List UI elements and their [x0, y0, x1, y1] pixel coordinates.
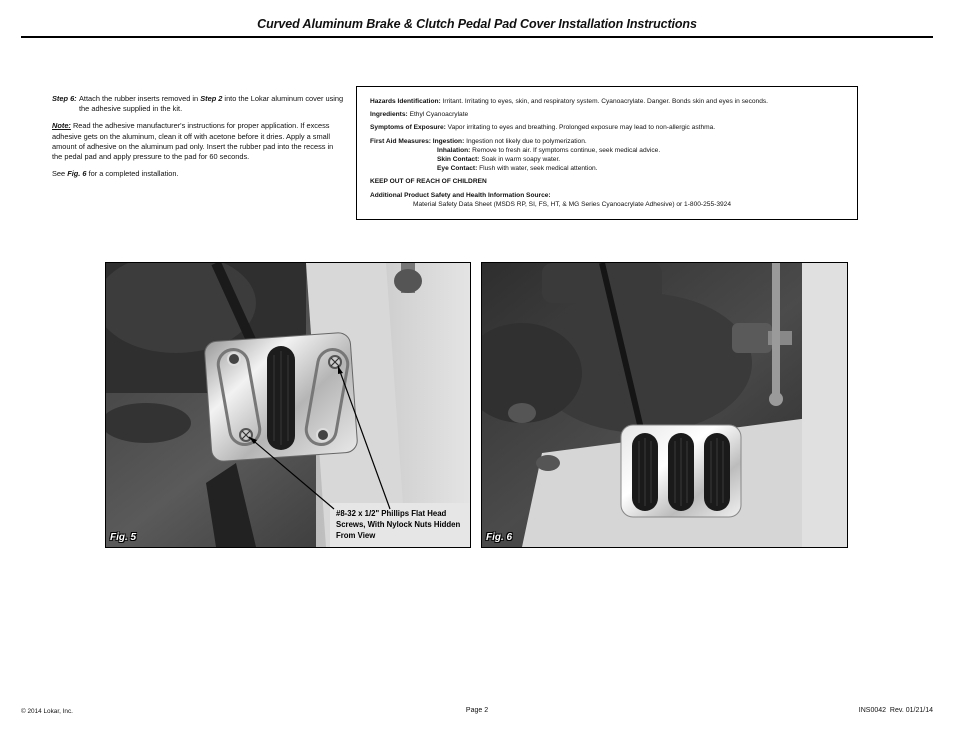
footer-copyright: © 2014 Lokar, Inc. — [21, 708, 73, 715]
inhalation-line: Inhalation: Remove to fresh air. If symptoms continue, seek medical advice. — [437, 146, 661, 154]
additional-info-text: Material Safety Data Sheet (MSDS RP, SI, FS, HT, & MG Series Cyanoacrylate Adhesive) or 1-800-255-3924 — [413, 200, 731, 208]
symptoms-line: Symptoms of Exposure: Vapor irritating to eyes and breathing. Prolonged exposure may lead to non-allergic asthma. — [370, 124, 716, 132]
eye-contact-line: Eye Contact: Flush with water, seek medical attention. — [437, 165, 598, 173]
ingredients-line: Ingredients: Ethyl Cyanoacrylate — [370, 111, 469, 119]
hazards-line: Hazards Identification: Irritant. Irritating to eyes, skin, and respiratory system. Cyanoacrylate. Danger. Bonds skin and eyes in seconds. — [370, 98, 768, 105]
figure-6-illustration — [482, 263, 847, 547]
screw-callout: #8-32 x 1/2" Phillips Flat Head Screws, With Nylock Nuts Hidden From View — [336, 509, 461, 540]
figure-5-illustration — [106, 263, 470, 547]
footer-page-number: Page 2 — [465, 707, 489, 714]
step-6-label: Step 6: — [52, 94, 77, 103]
hazard-info-box — [356, 86, 858, 220]
first-aid-line: First Aid Measures: Ingestion: Ingestion not likely due to polymerization. — [370, 137, 587, 145]
step-6-instructions — [52, 94, 344, 179]
step-6-see-figure: See Fig. 6 for a completed installation. — [52, 169, 179, 179]
footer-doc-id: INS0042 Rev. 01/21/14 — [858, 707, 933, 714]
figure-6-label: Fig. 6 — [486, 532, 513, 543]
note-label: Note: — [52, 121, 71, 131]
step-6-text: Attach the rubber inserts removed in Step 2 into the Lokar aluminum cover using the adhesive supplied in the kit. — [79, 94, 344, 114]
skin-contact-line: Skin Contact: Soak in warm soapy water. — [437, 156, 561, 164]
keep-out-line: KEEP OUT OF REACH OF CHILDREN — [370, 178, 487, 186]
figure-6-photo — [481, 262, 848, 548]
additional-info-label: Additional Product Safety and Health Information Source: — [370, 191, 551, 199]
page-title: Curved Aluminum Brake & Clutch Pedal Pad Cover Installation Instructions — [257, 17, 697, 31]
figure-5-photo — [105, 262, 471, 548]
figure-5-label: Fig. 5 — [110, 532, 137, 543]
header-rule — [21, 36, 933, 38]
step-6-note: Note: Read the adhesive manufacturer's instructions for proper application. If excess adhesive gets on the aluminum, clean it off with acetone before it dries. Apply a small amount of adhesive on the aluminum pad only. Insert the rubber pad into the recess in the pedal pad and apply pressure to the pad for 60 seconds. — [52, 121, 334, 162]
